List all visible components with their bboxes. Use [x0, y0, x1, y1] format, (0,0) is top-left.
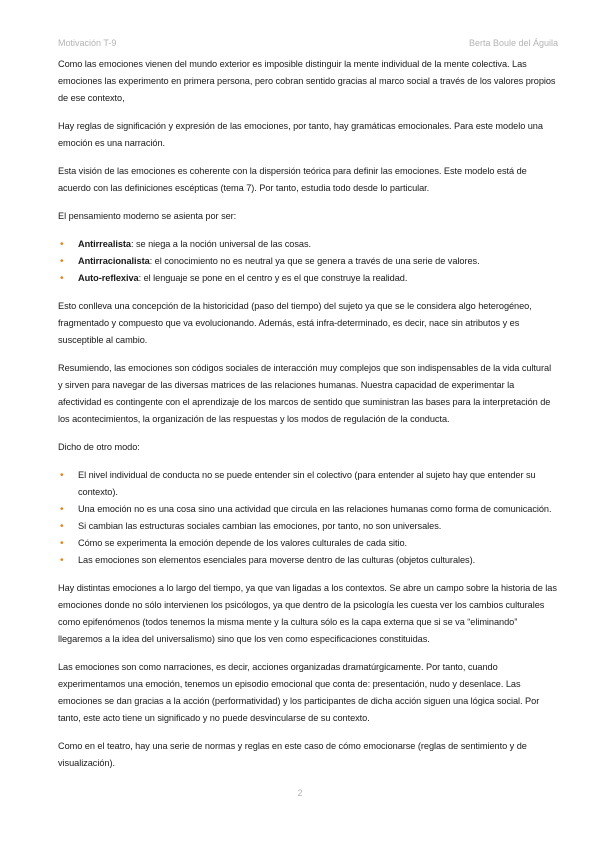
list-item — [58, 552, 558, 569]
bullet-icon: • — [60, 504, 64, 515]
list-item-text: Si cambian las estructuras sociales cambian las emociones, por tanto, no son universales. — [78, 521, 442, 531]
list-item-text: El nivel individual de conducta no se puede entender sin el colectivo (para entender al sujeto hay que entender su contexto). — [78, 470, 536, 497]
list-item-text: Las emociones son elementos esenciales para moverse dentro de las culturas (objetos culturales). — [78, 555, 476, 565]
list-item — [58, 467, 558, 501]
list-item — [58, 253, 558, 270]
paragraph: Como las emociones vienen del mundo exterior es imposible distinguir la mente individual de la mente colectiva. Las emociones las experimento en primera persona, pero cobran sentido gracias al marco social a través de los valores propios de ese contexto, — [58, 59, 556, 103]
bullet-icon: • — [60, 256, 64, 267]
list-item — [58, 270, 558, 287]
list-item — [58, 518, 558, 535]
header-author: Berta Boule del Águila — [468, 38, 558, 48]
bullet-icon: • — [60, 273, 64, 284]
paragraph: Como en el teatro, hay una serie de normas y reglas en este caso de cómo emocionarse (reglas de sentimiento y de visualización). — [58, 741, 527, 768]
paragraph: Esta visión de las emociones es coherente con la dispersión teórica para definir las emociones. Este modelo está de acuerdo con las definiciones escépticas (tema 7). Por tanto, estudia todo desde lo particular. — [58, 166, 527, 193]
paragraph: El pensamiento moderno se asienta por ser: — [58, 211, 237, 221]
paragraph: Hay distintas emociones a lo largo del tiempo, ya que van ligadas a los contextos. Se abre un campo sobre la historia de las emociones donde no sólo intervienen los psicólogos, ya que dentro de la psicología les cuesta ver los cambios culturales como epifenómenos (todos tenemos la misma mente y la cultura sólo es la capa externa que si se va “eliminando” llegaremos a la idea del universalismo) sino que los ven como especificaciones constituidas. — [58, 583, 557, 644]
list-item-text: Cómo se experimenta la emoción depende de los valores culturales de cada sitio. — [78, 538, 408, 548]
bullet-icon: • — [60, 521, 64, 532]
paragraph: Dicho de otro modo: — [58, 442, 140, 452]
list-item-text: Una emoción no es una cosa sino una actividad que circula en las relaciones humanas como forma de comunicación. — [78, 504, 552, 514]
bullet-icon: • — [60, 470, 64, 481]
bullet-icon: • — [60, 555, 64, 566]
list-item — [58, 535, 558, 552]
list-item — [58, 236, 558, 253]
bullet-icon: • — [60, 239, 64, 250]
list-item — [58, 501, 558, 518]
paragraph: Esto conlleva una concepción de la historicidad (paso del tiempo) del sujeto ya que se le considera algo heterogéneo, fragmentado y compuesto que va evolucionando. Además, está infra-determinado, es decir, nace sin atributos y es susceptible al cambio. — [58, 301, 532, 345]
list-item-term: Antirracionalista — [78, 256, 150, 266]
bullet-icon: • — [60, 538, 64, 549]
bullet-list-modern-thought — [58, 236, 558, 287]
paragraph: Hay reglas de significación y expresión de las emociones, por tanto, hay gramáticas emocionales. Para este modelo una emoción es una narración. — [58, 121, 543, 148]
list-item-text: : el lenguaje se pone en el centro y es el que construye la realidad. — [138, 273, 408, 283]
list-item-text: : el conocimiento no es neutral ya que se genera a través de una serie de valores. — [149, 256, 480, 266]
page-header — [58, 38, 558, 52]
paragraph: Las emociones son como narraciones, es decir, acciones organizadas dramatúrgicamente. Por tanto, cuando experimentamos una emoción, tenemos un episodio emocional que conta de: presentación, nudo y desenlace. Las emociones se dan gracias a la acción (performatividad) y los participantes de dicha acción siguen una lógica social. Por tanto, este acto tiene un significado y no puede desvincularse de su contexto. — [58, 662, 540, 723]
paragraph: Resumiendo, las emociones son códigos sociales de interacción muy complejos que son indispensables de la vida cultural y sirven para navegar de las diversas matrices de las relaciones humanas. Nuestra capacidad de experimentar la afectividad es contingente con el aprendizaje de los marcos de sentido que suministran las bases para la interpretación de los acontecimientos, la organización de las respuestas y los modos de regulación de la conducta. — [58, 363, 552, 424]
document-body — [58, 56, 558, 783]
bullet-list-in-other-words — [58, 467, 558, 569]
list-item-text: : se niega a la noción universal de las cosas. — [130, 239, 311, 249]
list-item-term: Auto-reflexiva — [78, 273, 139, 283]
header-course-title: Motivación T-9 — [58, 38, 117, 48]
list-item-term: Antirrealista — [78, 239, 131, 249]
page-number: 2 — [297, 788, 303, 798]
